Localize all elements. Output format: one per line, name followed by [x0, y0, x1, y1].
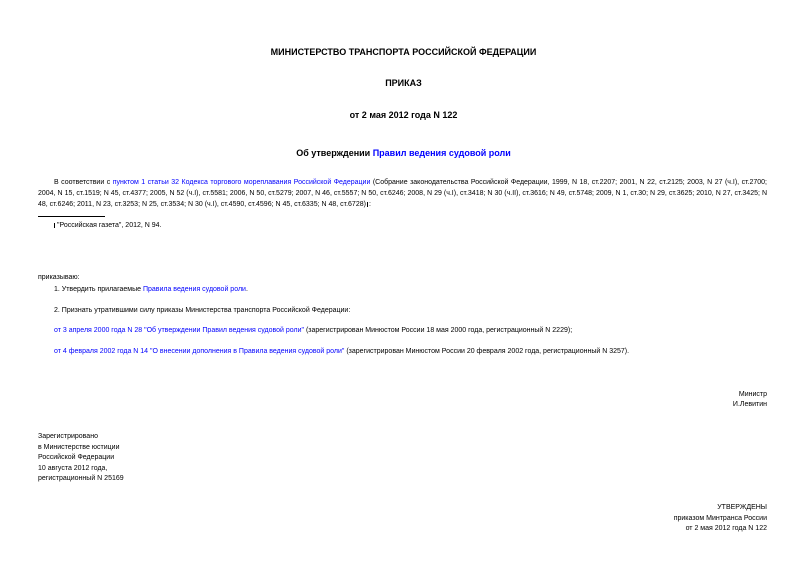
item-1-rules-link[interactable]: Правила ведения судовой роли	[142, 286, 246, 293]
footnote-ref	[367, 202, 368, 207]
registration-block	[38, 432, 124, 485]
approved-line: от 2 мая 2012 года N 122	[685, 525, 767, 532]
intro-rest: (Собрание законодательства Российской Федерации, 1999, N 18, ст.2207; 2001, N 22, ст.2125; 2003, N 27 (ч.I), ст.2700; 2004, N 15, ст.1519; N 45, ст.4377; 2005, N 52 (ч.I), ст.5581; 2006, N 50, ст.5279; 2007, N 46, ст.5557; N 50, ст.6246; 2008, N 29 (ч.I), ст.3418; N 30 (ч.II), ст.3616; N 49, ст.5748; 2009, N 1, ст.30; N 29, ст.3625; 2010, N 27, ст.3425; N 48, ст.6246; 2011, N 23, ст.3253; N 25, ст.3534; N 30 (ч.I), ст.4590, ст.4596; N 45, ст.6335; N 48, ст.6728)	[38, 179, 767, 208]
signature-name: И.Левитин	[732, 401, 767, 408]
heading-prefix: Об утверждении	[296, 148, 373, 158]
doc-type-title: ПРИКАЗ	[385, 78, 422, 88]
item-1-text: 1. Утвердить прилагаемые	[54, 286, 143, 293]
approved-line: УТВЕРЖДЕНЫ	[717, 504, 767, 511]
repeal-1	[54, 326, 572, 336]
registration-line: в Министерстве юстиции	[38, 443, 120, 451]
item-2: 2. Признать утратившими силу приказы Министерства транспорта Российской Федерации:	[54, 307, 351, 314]
approved-block	[674, 503, 767, 535]
order-word: приказываю:	[38, 274, 80, 281]
footnote	[54, 221, 162, 231]
registration-line: регистрационный N 25169	[38, 475, 124, 482]
repeal-1-link[interactable]: от 3 апреля 2000 года N 28 "Об утверждении Правил ведения судовой роли"	[54, 327, 304, 334]
footnote-divider	[38, 216, 105, 217]
repeal-2-rest: (зарегистрирован Минюстом России 20 февраля 2002 года, регистрационный N 3257).	[344, 348, 630, 355]
repeal-2	[54, 347, 629, 357]
repeal-1-rest: (зарегистрирован Минюстом России 18 мая 2000 года, регистрационный N 2229);	[304, 327, 573, 334]
item-1-end: .	[245, 286, 248, 293]
doc-date-number: от 2 мая 2012 года N 122	[349, 110, 458, 120]
signature-title: Министр	[738, 391, 767, 398]
footnote-text: "Российская газета", 2012, N 94.	[57, 222, 162, 229]
ministry-title: МИНИСТЕРСТВО ТРАНСПОРТА РОССИЙСКОЙ ФЕДЕРАЦИИ	[270, 47, 537, 57]
approved-line: приказом Минтранса России	[673, 514, 767, 522]
registration-line: 10 августа 2012 года,	[38, 464, 108, 472]
intro-code-link[interactable]: пунктом 1 статьи 32 Кодекса торгового мореплавания Российской Федерации	[112, 179, 371, 186]
footnote-mark	[54, 223, 55, 228]
registration-line: Российской Федерации	[38, 454, 115, 461]
item-1	[54, 285, 248, 295]
doc-heading	[0, 148, 807, 158]
repeal-2-link[interactable]: от 4 февраля 2002 года N 14 "О внесении дополнения в Правила ведения судовой роли"	[54, 348, 345, 355]
heading-rules-link[interactable]: Правил ведения судовой роли	[372, 148, 511, 158]
intro-end: :	[368, 201, 371, 208]
registration-line: Зарегистрировано	[38, 433, 98, 440]
intro-paragraph	[38, 177, 767, 210]
intro-start: В соответствии с	[54, 179, 113, 186]
